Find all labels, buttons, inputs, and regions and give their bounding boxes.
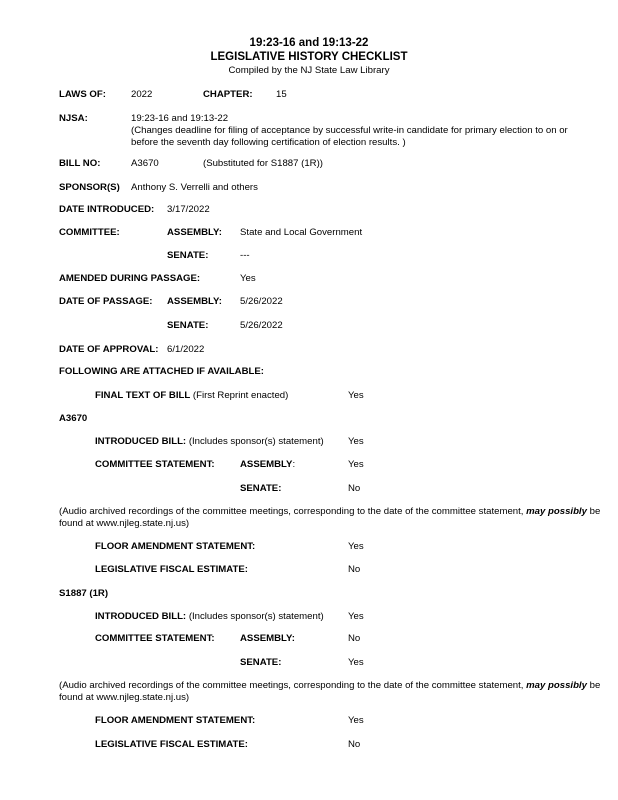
doc-title: 19:23-16 and 19:13-22 [249,37,369,49]
chapter-label: CHAPTER: [203,89,253,100]
njsa-value: 19:23-16 and 19:13-22 [131,113,229,124]
a3670-committee-statement-label: COMMITTEE STATEMENT: [95,459,215,470]
passage-senate-value: 5/26/2022 [240,320,283,331]
s1887-introduced-label: INTRODUCED BILL: [95,611,187,622]
a3670-cs-senate-label: SENATE: [240,483,282,494]
s1887-cs-assembly-value: No [348,633,361,644]
s1887-heading: S1887 (1R) [59,588,109,599]
passage-label: DATE OF PASSAGE: [59,296,153,307]
s1887-introduced-note: (Includes sponsor(s) statement) [188,611,324,622]
doc-subtitle: LEGISLATIVE HISTORY CHECKLIST [210,51,408,63]
a3670-cs-assembly-label [240,459,295,471]
committee-assembly-label: ASSEMBLY: [167,227,222,238]
s1887-floor-label: FLOOR AMENDMENT STATEMENT: [95,715,256,726]
laws-of-value: 2022 [131,89,153,100]
s1887-fiscal-value: No [348,739,361,750]
s1887-audio-text: (Audio archived recordings of the committee meetings, corresponding to the date of the committee statement, [59,680,527,691]
final-text-label: FINAL TEXT OF BILL [95,390,191,401]
njsa-description: (Changes deadline for filing of acceptance by successful write-in candidate for primary election to on or before the seventh day following certification of election results. ) [131,125,568,148]
s1887-audio-emphasis: may possibly [526,680,587,691]
laws-of-label: LAWS OF: [59,89,106,100]
s1887-introduced-row [95,611,324,623]
a3670-audio-link-text: be found at www.njleg.state.nj.us) [59,506,601,529]
passage-senate-label: SENATE: [167,320,209,331]
bill-no-label: BILL NO: [59,158,101,169]
bill-substitution: (Substituted for S1887 (1R)) [203,158,323,169]
compiled-by: Compiled by the NJ State Law Library [228,65,390,76]
approval-value: 6/1/2022 [167,344,205,355]
final-text-row [95,390,288,402]
a3670-introduced-row [95,436,324,448]
a3670-floor-label: FLOOR AMENDMENT STATEMENT: [95,541,256,552]
date-introduced-value: 3/17/2022 [167,204,210,215]
chapter-value: 15 [276,89,287,100]
passage-assembly-value: 5/26/2022 [240,296,283,307]
amended-value: Yes [240,273,256,284]
attachments-heading: FOLLOWING ARE ATTACHED IF AVAILABLE: [59,366,264,377]
a3670-cs-assembly-value: Yes [348,459,364,470]
a3670-cs-assembly-colon: : [292,459,296,470]
approval-label: DATE OF APPROVAL: [59,344,159,355]
s1887-audio-link-text: be found at www.njleg.state.nj.us) [59,680,601,703]
a3670-introduced-note: (Includes sponsor(s) statement) [188,436,324,447]
final-text-value: Yes [348,390,364,401]
sponsor-value: Anthony S. Verrelli and others [131,182,258,193]
bill-no-value: A3670 [131,158,159,169]
s1887-fiscal-label: LEGISLATIVE FISCAL ESTIMATE: [95,739,248,750]
a3670-introduced-label: INTRODUCED BILL: [95,436,187,447]
s1887-cs-senate-value: Yes [348,657,364,668]
s1887-cs-senate-label: SENATE: [240,657,282,668]
a3670-cs-assembly-text: ASSEMBLY [240,459,293,470]
a3670-audio-note [59,506,604,530]
s1887-floor-value: Yes [348,715,364,726]
a3670-fiscal-label: LEGISLATIVE FISCAL ESTIMATE: [95,564,248,575]
passage-assembly-label: ASSEMBLY: [167,296,222,307]
final-text-note: (First Reprint enacted) [192,390,289,401]
s1887-committee-statement-label: COMMITTEE STATEMENT: [95,633,215,644]
committee-assembly-value: State and Local Government [240,227,363,238]
amended-label: AMENDED DURING PASSAGE: [59,273,201,284]
committee-senate-label: SENATE: [167,250,209,261]
s1887-cs-assembly-label: ASSEMBLY: [240,633,295,644]
committee-label: COMMITTEE: [59,227,120,238]
committee-senate-value: --- [240,250,250,261]
s1887-introduced-value: Yes [348,611,364,622]
s1887-audio-note [59,680,604,704]
a3670-cs-senate-value: No [348,483,361,494]
a3670-fiscal-value: No [348,564,361,575]
a3670-introduced-value: Yes [348,436,364,447]
a3670-floor-value: Yes [348,541,364,552]
a3670-audio-text: (Audio archived recordings of the committee meetings, corresponding to the date of the committee statement, [59,506,527,517]
sponsor-label: SPONSOR(S) [59,182,120,193]
a3670-heading: A3670 [59,413,88,424]
njsa-label: NJSA: [59,113,88,124]
date-introduced-label: DATE INTRODUCED: [59,204,155,215]
a3670-audio-emphasis: may possibly [526,506,587,517]
